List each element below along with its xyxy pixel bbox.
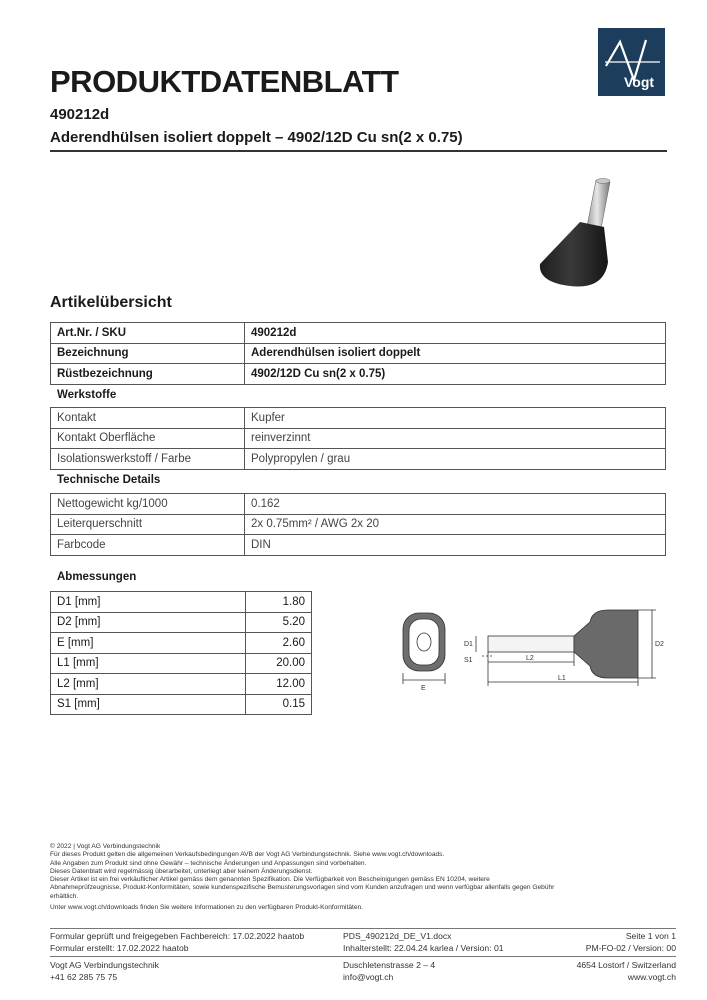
title-divider — [50, 150, 667, 152]
footer-line: © 2022 | Vogt AG Verbindungstechnik — [50, 843, 161, 850]
footer-line: Dieser Artikel ist ein frei verkäuflicher Artikel gemäss dem genannten Spezifikation. Die Verfügbarkeit von Bescheinigungen gemäss EN 10204, weitere — [50, 876, 490, 884]
dim-label: E [mm] — [51, 633, 246, 654]
dim-label: L2 [mm] — [51, 674, 246, 695]
header-subtitle: Aderendhülsen isoliert doppelt – 4902/12D Cu sn(2 x 0.75) — [50, 129, 463, 146]
vogt-logo — [598, 28, 665, 96]
technical-table — [50, 493, 666, 556]
row-label: Art.Nr. / SKU — [51, 323, 245, 344]
footer-line: Unter www.vogt.ch/downloads finden Sie weitere Informationen zu den verfügbaren Produkt-Konformitäten. — [50, 904, 364, 912]
row-label: Leiterquerschnitt — [51, 514, 245, 535]
label-l1: L1 — [558, 675, 566, 682]
materials-heading: Werkstoffe — [57, 389, 117, 401]
dimensions-table — [50, 591, 312, 715]
footer-line: Dieses Datenblatt wird regelmässig überarbeitet, unterliegt aber keinem Änderungsdienst. — [50, 867, 313, 875]
table-row — [51, 674, 312, 695]
label-d2: D2 — [655, 641, 664, 648]
table-row — [51, 323, 666, 344]
form-checked: Formular geprüft und freigegeben Fachbereich: 17.02.2022 haatob — [50, 931, 305, 941]
row-value: 0.162 — [245, 494, 666, 515]
dim-value: 5.20 — [246, 612, 312, 633]
dim-label: S1 [mm] — [51, 694, 246, 715]
footer-divider — [50, 928, 676, 929]
row-value: Aderendhülsen isoliert doppelt — [245, 343, 666, 364]
table-row — [51, 343, 666, 364]
overview-heading: Artikelübersicht — [50, 294, 172, 311]
company-phone: +41 62 285 75 75 — [50, 972, 118, 982]
company-city: 4654 Lostorf / Switzerland — [576, 960, 676, 970]
technical-drawing — [398, 600, 670, 694]
table-row — [51, 514, 666, 535]
dim-value: 0.15 — [246, 694, 312, 715]
row-label: Kontakt — [51, 408, 245, 429]
row-label: Isolationswerkstoff / Farbe — [51, 449, 245, 470]
label-e: E — [421, 685, 426, 692]
logo-text: Vogt — [624, 74, 655, 90]
row-label: Farbcode — [51, 535, 245, 556]
row-label: Nettogewicht kg/1000 — [51, 494, 245, 515]
dim-label: L1 [mm] — [51, 653, 246, 674]
footer-legal — [50, 843, 676, 912]
table-row — [51, 694, 312, 715]
row-label: Bezeichnung — [51, 343, 245, 364]
label-d1: D1 — [464, 641, 473, 648]
footer-divider — [50, 956, 676, 957]
dim-value: 12.00 — [246, 674, 312, 695]
table-row — [51, 535, 666, 556]
form-id: PM-FO-02 / Version: 00 — [585, 943, 676, 953]
doc-file: PDS_490212d_DE_V1.docx — [343, 931, 452, 941]
row-label: Rüstbezeichnung — [51, 364, 245, 385]
dim-label: D2 [mm] — [51, 612, 246, 633]
row-value: 4902/12D Cu sn(2 x 0.75) — [245, 364, 666, 385]
label-s1: S1 — [464, 657, 473, 664]
row-value: reinverzinnt — [245, 428, 666, 449]
company-website[interactable]: www.vogt.ch — [627, 972, 676, 982]
footer-line: Für dieses Produkt gelten die allgemeinen Verkaufsbedingungen AVB der Vogt AG Verbindungstechnik. Siehe www.vogt.ch/downloads. — [50, 851, 445, 859]
table-row — [51, 428, 666, 449]
page-number: Seite 1 von 1 — [625, 931, 676, 941]
materials-table — [50, 407, 666, 470]
dim-value: 1.80 — [246, 592, 312, 613]
form-created: Formular erstellt: 17.02.2022 haatob — [50, 943, 189, 953]
row-value: Polypropylen / grau — [245, 449, 666, 470]
content-created: Inhalterstellt: 22.04.24 karlea / Version: 01 — [343, 943, 504, 953]
dim-value: 2.60 — [246, 633, 312, 654]
table-row — [51, 449, 666, 470]
row-value: 490212d — [245, 323, 666, 344]
dim-value: 20.00 — [246, 653, 312, 674]
company-email[interactable]: info@vogt.ch — [343, 972, 394, 982]
footer-line: erhältlich. — [50, 892, 79, 900]
header-sku: 490212d — [50, 106, 110, 123]
row-value: 2x 0.75mm² / AWG 2x 20 — [245, 514, 666, 535]
company-street: Duschletenstrasse 2 – 4 — [343, 960, 436, 970]
overview-table — [50, 322, 666, 385]
table-row — [51, 633, 312, 654]
table-row — [51, 494, 666, 515]
dim-label: D1 [mm] — [51, 592, 246, 613]
footer-line: Abnahmeprüfzeugnisse, Produkt-Konformitäten, sowie kundenspezifische Bemusterungsvorlagen sind vom Kunden anzufragen und wenn verfügbar allenfalls gegen Gebühr — [50, 884, 555, 892]
dimensions-heading: Abmessungen — [57, 571, 137, 583]
page-title: PRODUKTDATENBLATT — [50, 64, 399, 99]
table-row — [51, 612, 312, 633]
row-value: Kupfer — [245, 408, 666, 429]
row-value: DIN — [245, 535, 666, 556]
product-image — [530, 172, 630, 296]
row-label: Kontakt Oberfläche — [51, 428, 245, 449]
company-name: Vogt AG Verbindungstechnik — [50, 960, 159, 970]
technical-heading: Technische Details — [57, 474, 161, 486]
footer-line: Alle Angaben zum Produkt sind ohne Gewähr – technische Änderungen und Anpassungen sind vorbehalten. — [50, 859, 367, 867]
table-row — [51, 653, 312, 674]
table-row — [51, 592, 312, 613]
label-l2: L2 — [526, 655, 534, 662]
table-row — [51, 364, 666, 385]
table-row — [51, 408, 666, 429]
